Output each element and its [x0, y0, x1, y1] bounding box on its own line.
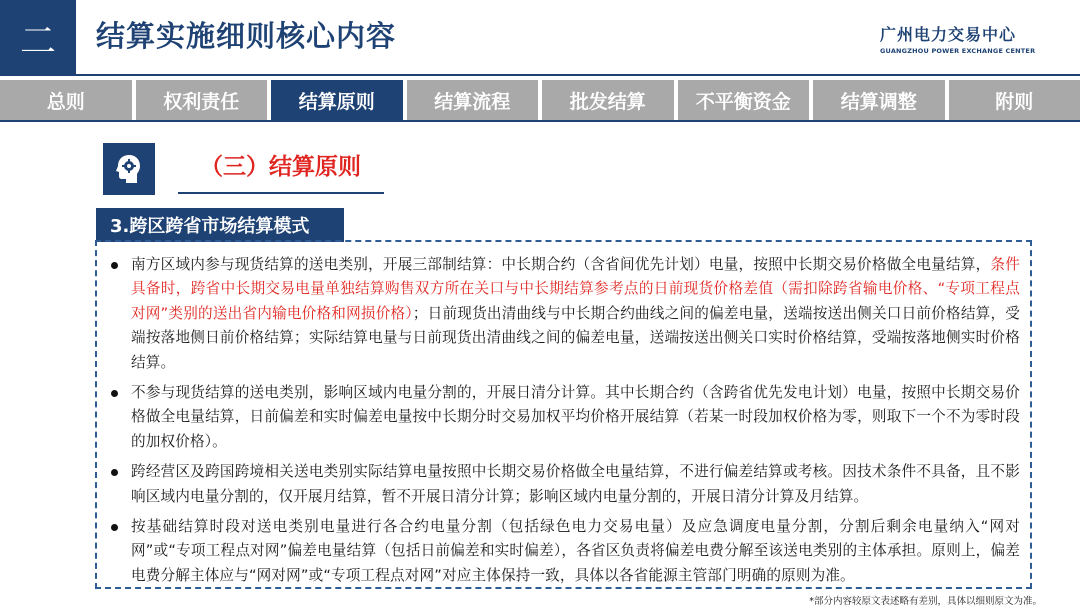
bullet-dot-icon — [111, 469, 118, 476]
tab-rights-responsibilities[interactable]: 权利责任 — [136, 80, 268, 120]
list-item — [111, 460, 1020, 509]
nav-bar — [0, 80, 1080, 120]
section-number-badge — [0, 0, 76, 76]
logo — [880, 22, 1060, 55]
bullet-text: 不参与现货结算的送电类别，影响区域内电量分割的，开展日清分计算。其中长期合约（含跨省优先发电计划）电量，按照中长期交易价格做全电量结算，日前偏差和实时偏差电量按中长期分时交易加权平均价格开展结算（若某一时段加权价格为零，则取下一个不为零时段的加权价格）。 — [131, 384, 1020, 450]
subtitle-underline — [178, 192, 384, 194]
tab-appendix[interactable]: 附则 — [949, 80, 1080, 120]
mode-label: 3.跨区跨省市场结算模式 — [96, 208, 344, 242]
list-item — [111, 381, 1020, 454]
tab-general[interactable]: 总则 — [0, 80, 132, 120]
content-box — [95, 240, 1032, 589]
nav-underline — [0, 120, 1080, 122]
header-divider — [76, 74, 1080, 76]
bullet-text-part: 南方区域内参与现货结算的送电类别，开展三部制结算：中长期合约（含省间优先计划）电量，按照中长期交易价格做全电量结算， — [131, 256, 991, 273]
tab-settlement-adjustment[interactable]: 结算调整 — [813, 80, 945, 120]
bullet-text: 按基础结算时段对送电类别电量进行各合约电量分割（包括绿色电力交易电量）及应急调度电量分割，分割后剩余电量纳入“网对网”或“专项工程点对网”偏差电量结算（包括日前偏差和实时偏差），各省区负责将偏差电费分解至该送电类别的主体承担。原则上，偏差电费分解主体应与“网对网”或“专项工程点对网”对应主体保持一致，具体以各省能源主管部门明确的原则为准。 — [131, 518, 1020, 584]
section-subtitle: （三）结算原则 — [200, 154, 361, 180]
section-number: 二 — [19, 20, 56, 62]
logo-cn-text: 广州电力交易中心 — [880, 25, 1017, 44]
list-item — [111, 253, 1020, 375]
page-title: 结算实施细则核心内容 — [96, 19, 397, 53]
footnote: *部分内容较原文表述略有差别，具体以细则原文为准。 — [809, 596, 1042, 607]
bullet-text — [131, 253, 1020, 375]
logo-en-text: GUANGZHOU POWER EXCHANGE CENTER — [880, 47, 1036, 55]
tab-imbalance-funds[interactable]: 不平衡资金 — [678, 80, 810, 120]
bullet-text-highlight: 条件具备时，跨省中长期交易电量单独结算购售双方所在关口与中长期结算参考点的日前现货价格差值（需扣除跨省输电价格、“专项工程点对网”类别的送出省内输电价格和网损价格） — [131, 256, 1020, 322]
bullet-dot-icon — [111, 390, 118, 397]
head-gear-icon — [103, 143, 155, 195]
tab-settlement-principles[interactable]: 结算原则 — [271, 80, 403, 120]
bullet-text-part: ；日前现货出清曲线与中长期合约曲线之间的偏差电量，送端按送出侧关口日前价格结算，受端按落地侧日前价格结算；实际结算电量与日前现货出清曲线之间的偏差电量，送端按送出侧关口实时价格结算，受端按落地侧实时价格结算。 — [131, 304, 1021, 371]
bullet-dot-icon — [111, 524, 118, 531]
tab-settlement-process[interactable]: 结算流程 — [407, 80, 539, 120]
list-item — [111, 515, 1020, 588]
tab-wholesale-settlement[interactable]: 批发结算 — [542, 80, 674, 120]
bullet-text: 跨经营区及跨国跨境相关送电类别实际结算电量按照中长期交易价格做全电量结算，不进行偏差结算或考核。因技术条件不具备，且不影响区域内电量分割的，仅开展月结算，暂不开展日清分计算；影响区域内电量分割的，开展日清分计算及月结算。 — [131, 463, 1020, 505]
bullet-dot-icon — [111, 262, 118, 269]
